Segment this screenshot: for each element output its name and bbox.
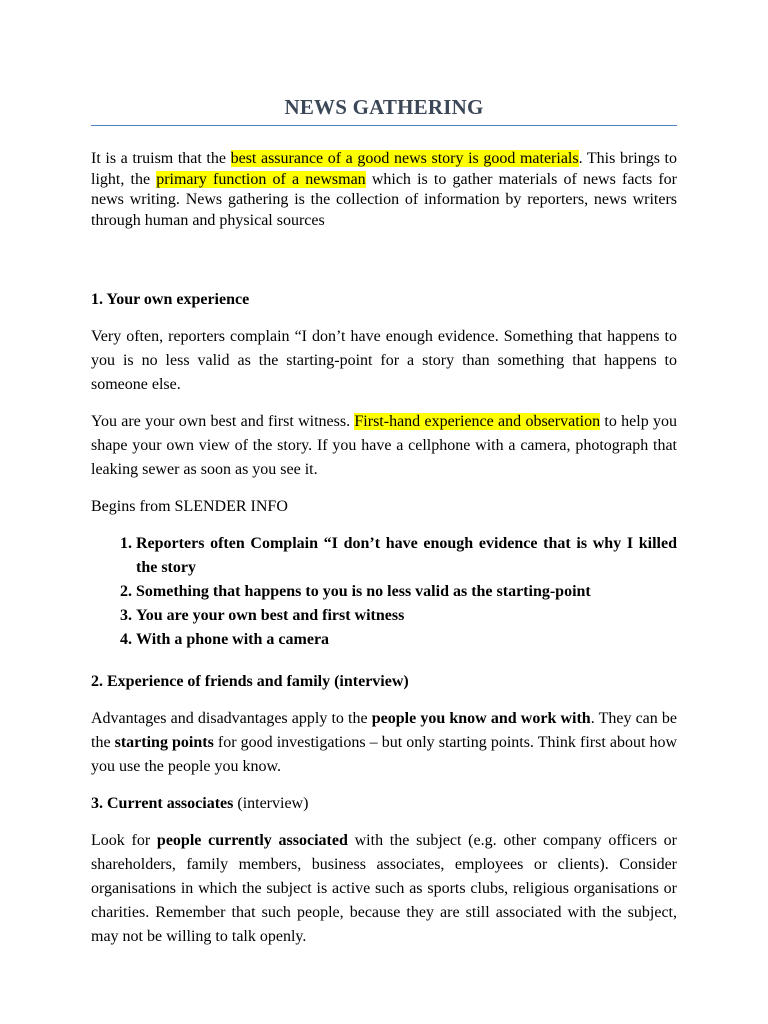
page-title: NEWS GATHERING <box>284 95 484 119</box>
intro-text-3: which is to gather materials of news facts for news writing. News gathering is the collection of information by reporters, news writers through human and physical sources <box>91 170 678 229</box>
s3-heading-rest: (interview) <box>233 795 309 812</box>
s1p2-text-1: You are your own best and first witness. <box>91 413 355 430</box>
section-2-heading: 2. Experience of friends and family (interview) <box>91 673 409 690</box>
s1p2-text-2: to help you shape your own view of the story. If you have a cellphone with a camera, photograph that leaking sewer as soon as you see it. <box>91 413 677 478</box>
section-3-paragraph <box>91 829 677 949</box>
list-item: 4. With a phone with a camera <box>136 628 677 652</box>
list-item: 3. You are your own best and first witness <box>136 604 677 628</box>
s3-bold-1: people currently associated <box>156 832 348 849</box>
intro-highlight-2: primary function of a newsman <box>156 170 366 188</box>
s1p2-highlight: First-hand experience and observation <box>354 413 601 430</box>
numbered-list <box>91 532 677 652</box>
list-item: 2. Something that happens to you is no less valid as the starting-point <box>136 580 677 604</box>
intro-text-1: It is a truism that the <box>91 150 231 167</box>
s3-text-1: Look for <box>91 832 157 849</box>
s2-text-1: Advantages and disadvantages apply to the <box>91 710 372 727</box>
section-1-heading: 1. Your own experience <box>91 291 250 308</box>
section-1-paragraph-1: Very often, reporters complain “I don’t have enough evidence. Something that happens to you is no less valid as the starting-point for a story than something that happens to someone else. <box>91 328 677 393</box>
s2-text-3: for good investigations – but only starting points. Think first about how you use the people you know. <box>91 734 678 775</box>
s2-bold-2: starting points <box>114 734 214 751</box>
s2-bold-1: people you know and work with <box>371 710 591 727</box>
s2-text-2: . They can be the <box>91 710 678 751</box>
intro-text-2: . This brings to light, the <box>91 150 677 188</box>
s3-heading-bold: 3. Current associates <box>91 795 234 812</box>
section-3-paragraph-clip <box>91 829 677 945</box>
intro-highlight-1: best assurance of a good news story is good materials <box>230 150 579 167</box>
section-1-paragraph-2 <box>91 410 677 482</box>
s3-text-2: with the subject (e.g. other company officers or shareholders, family members, business associates, employees or clients). Consider organisations in which the subject is active such as sports clubs, religious organisations or charities. Remember that such people, because they are still associated with the subject, may not be willing to talk openly. <box>91 832 677 945</box>
section-2-paragraph <box>91 707 677 779</box>
section-1-paragraph-3: Begins from SLENDER INFO <box>91 498 288 515</box>
title-divider <box>91 125 677 126</box>
list-item: 1. Reporters often Complain “I don’t have enough evidence that is why I killed the story <box>136 532 677 580</box>
intro-paragraph <box>91 149 677 231</box>
section-3-heading <box>91 792 677 816</box>
